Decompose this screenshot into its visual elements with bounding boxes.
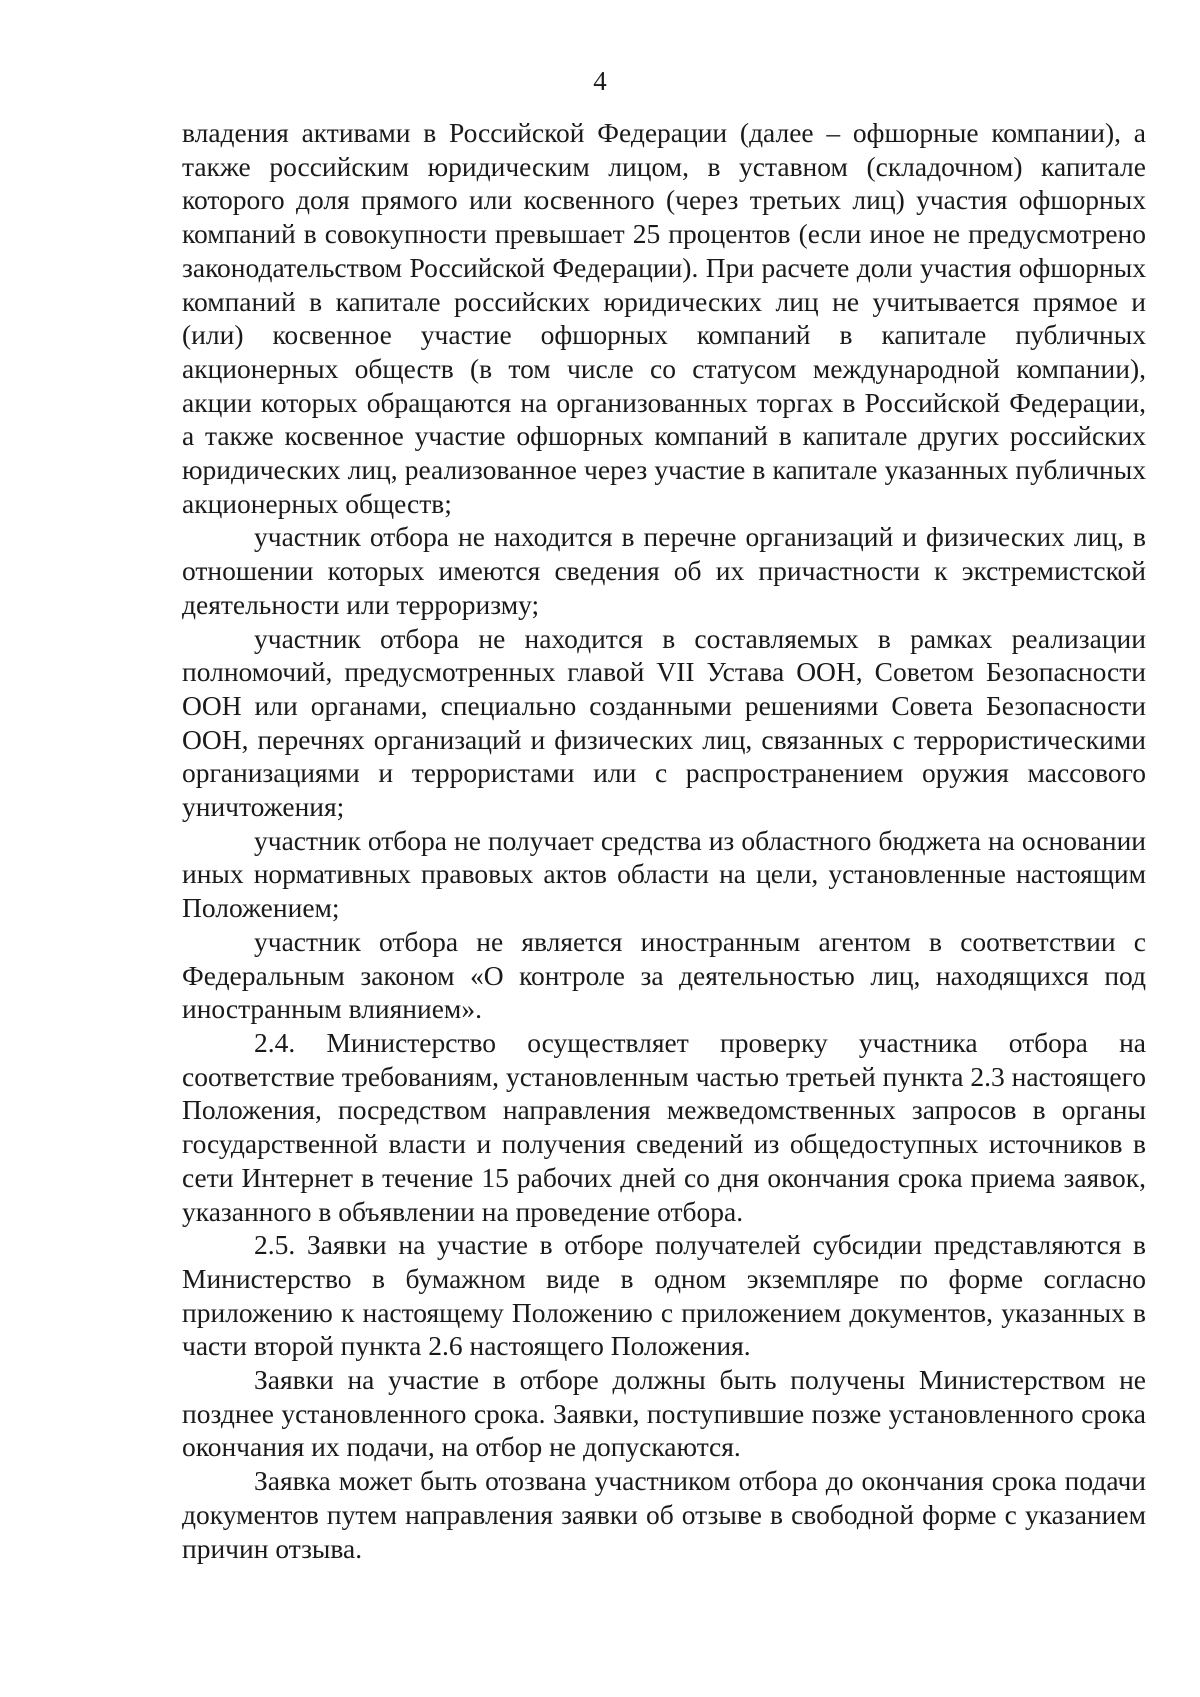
paragraph-application-deadline: Заявки на участие в отборе должны быть получены Министерством не позднее установленного срока. Заявки, поступившие позже установленного срока окончания их подачи, на отбор не допускаются. bbox=[182, 1364, 1146, 1463]
paragraph-foreign-agent: участник отбора не является иностранным агентом в соответствии с Федеральным законом «О контроле за деятельностью лиц, находящихся под иностранным влиянием». bbox=[182, 925, 1146, 1025]
page-number: 4 bbox=[593, 66, 607, 96]
paragraph-application-withdrawal: Заявка может быть отозвана участником отбора до окончания срока подачи документов путем направления заявки об отзыве в свободной форме с указанием причин отзыва. bbox=[182, 1465, 1146, 1564]
paragraph-offshore-continuation: владения активами в Российской Федерации (далее – офшорные компании), а также российским юридическим лицом, в уставном (складочном) капитале которого доля прямого или косвенного (через третьих лиц) участия офшорных компаний в совокупности превышает 25 процентов (если иное не предусмотрено законодательством Российской Федерации). При расчете доли участия офшорных компаний в капитале российских юридических лиц не учитывается прямое и (или) косвенное участие офшорных компаний в капитале публичных акционерных обществ (в том числе со статусом международной компании), акции которых обращаются на организованных торгах в Российской Федерации, а также косвенное участие офшорных компаний в капитале других российских юридических лиц, реализованное через участие в капитале указанных публичных акционерных обществ; bbox=[182, 117, 1146, 519]
paragraph-un-sanctions-list: участник отбора не находится в составляемых в рамках реализации полномочий, предусмотренных главой VII Устава ООН, Советом Безопасности ООН или органами, специально созданными решениями Совета Безопасности ООН, перечнях организаций и физических лиц, связанных с террористическими организациями и террористами или с распространением оружия массового уничтожения; bbox=[182, 622, 1146, 823]
paragraph-extremism-list: участник отбора не находится в перечне организаций и физических лиц, в отношении которых имеются сведения об их причастности к экстремистской деятельности или терроризму; bbox=[182, 521, 1146, 620]
paragraph-2-4-verification: 2.4. Министерство осуществляет проверку участника отбора на соответствие требованиям, установленным частью третьей пункта 2.3 настоящего Положения, посредством направления межведомственных запросов в органы государственной власти и получения сведений из общедоступных источников в сети Интернет в течение 15 рабочих дней со дня окончания срока приема заявок, указанного в объявлении на проведение отбора. bbox=[182, 1026, 1146, 1227]
paragraph-2-5-applications: 2.5. Заявки на участие в отборе получателей субсидии представляются в Министерство в бумажном виде в одном экземпляре по форме согласно приложению к настоящему Положению с приложением документов, указанных в части второй пункта 2.6 настоящего Положения. bbox=[182, 1229, 1146, 1362]
document-body bbox=[182, 116, 1146, 1565]
paragraph-regional-budget: участник отбора не получает средства из областного бюджета на основании иных нормативных правовых актов области на цели, установленные настоящим Положением; bbox=[182, 824, 1146, 924]
